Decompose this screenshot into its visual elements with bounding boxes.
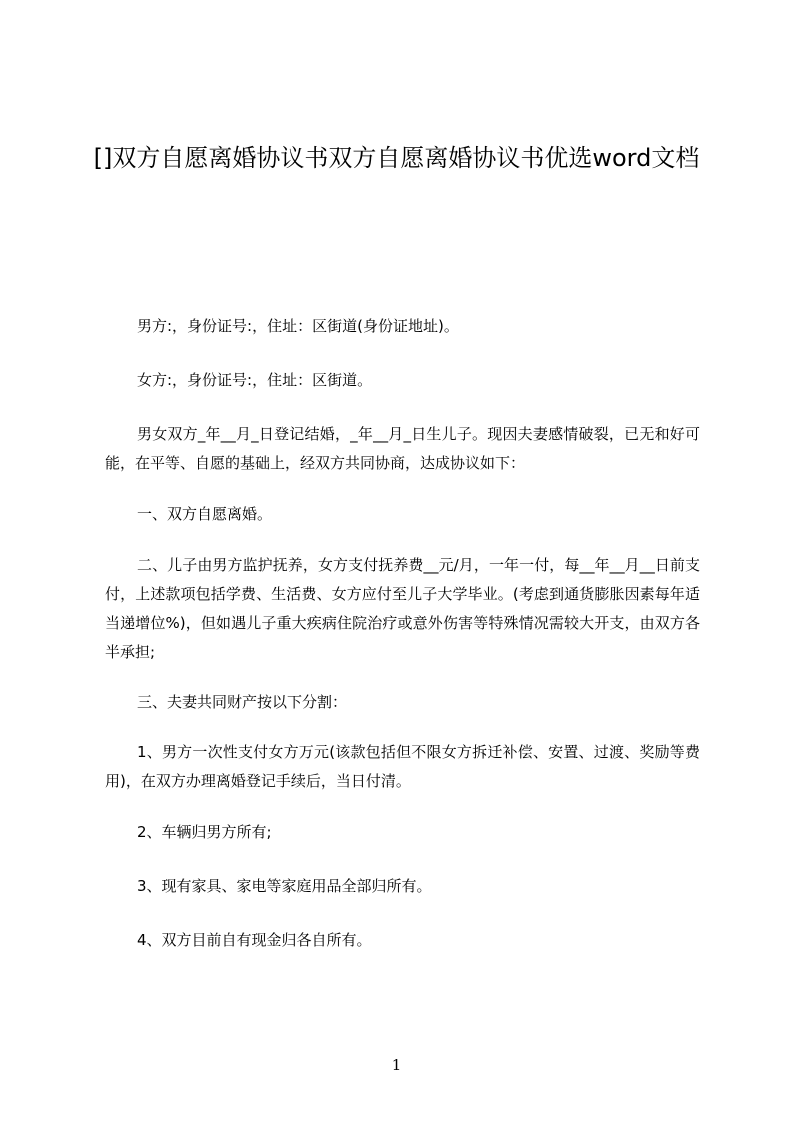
document-title: []双方自愿离婚协议书双方自愿离婚协议书优选word文档	[93, 144, 700, 172]
paragraph-clause-3-4: 4、双方目前自有现金归各自所有。	[137, 931, 372, 949]
paragraph-clause-3-2: 2、车辆归男方所有;	[137, 823, 272, 841]
paragraph-clause-3-1: 1、男方一次性支付女方万元(该款包括但不限女方拆迁补偿、安置、过渡、奖励等费用)，在双方办理离婚登记手续后，当日付清。	[105, 743, 700, 790]
paragraph-clause-1: 一、双方自愿离婚。	[137, 505, 273, 523]
paragraph-clause-3-3: 3、现有家具、家电等家庭用品全部归所有。	[137, 877, 432, 895]
paragraph-clause-3: 三、夫妻共同财产按以下分割：	[137, 693, 348, 711]
paragraph-male-party: 男方:，身份证号:，住址：区街道(身份证地址)。	[137, 317, 459, 335]
paragraph-female-party: 女方:，身份证号:，住址：区街道。	[137, 371, 373, 389]
paragraph-marriage-info: 男女双方_年__月_日登记结婚，_年__月_日生儿子。现因夫妻感情破裂，已无和好可能，在平等、自愿的基础上，经双方共同协商，达成协议如下：	[105, 425, 700, 472]
page-number: 1	[391, 1056, 402, 1074]
paragraph-clause-2: 二、儿子由男方监护抚养，女方支付抚养费__元/月，一年一付，每__年__月__日前支付，上述款项包括学费、生活费、女方应付至儿子大学毕业。(考虑到通货膨胀因素每年适当递增位%)，但如遇儿子重大疾病住院治疗或意外伤害等特殊情况需较大开支，由双方各半承担;	[105, 556, 700, 661]
